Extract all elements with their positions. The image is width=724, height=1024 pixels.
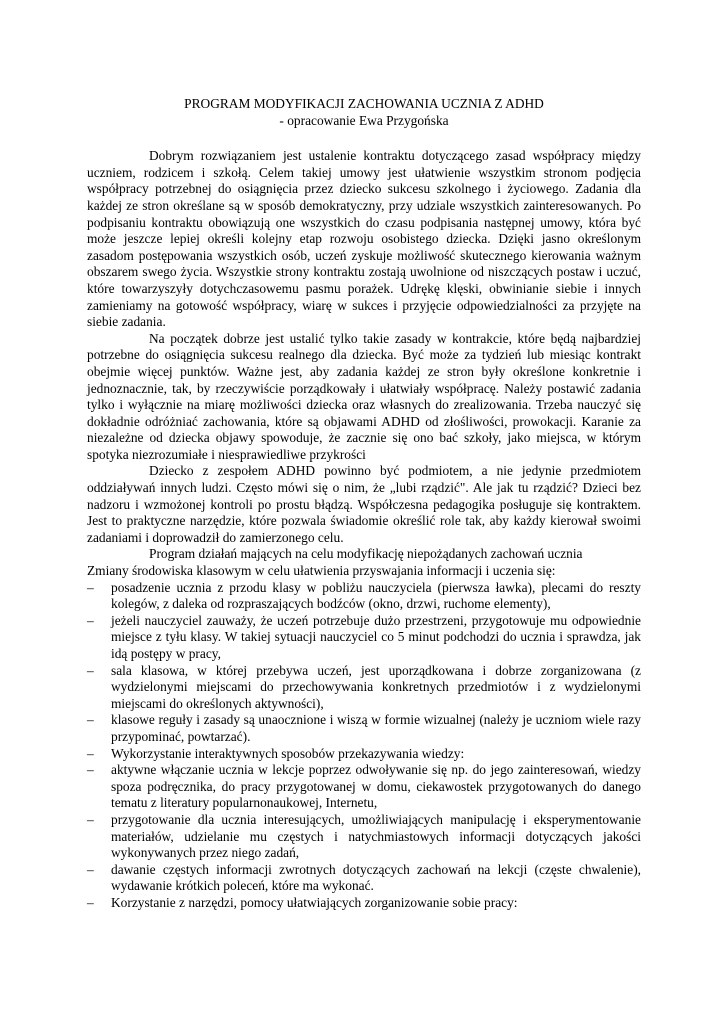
list-item bbox=[87, 580, 641, 613]
dash-bullet: – bbox=[87, 762, 94, 778]
list-item-text: Korzystanie z narzędzi, pomocy ułatwiających zorganizowanie sobie pracy: bbox=[111, 894, 518, 910]
dash-bullet: – bbox=[87, 745, 94, 761]
list-item bbox=[87, 746, 641, 763]
document-title: PROGRAM MODYFIKACJI ZACHOWANIA UCZNIA Z ADHD bbox=[184, 96, 544, 111]
list-item bbox=[87, 762, 641, 812]
list-item-text: dawanie częstych informacji zwrotnych dotyczących zachowań na lekcji (częste chwalenie), wydawanie krótkich poleceń, które ma wykonać. bbox=[111, 861, 641, 894]
list-intro: Zmiany środowiska klasowym w celu ułatwienia przyswajania informacji i uczenia się: bbox=[87, 563, 556, 579]
paragraph-contract-intro: Dobrym rozwiązaniem jest ustalenie kontraktu dotyczącego zasad współpracy między uczniem, rodzicem i szkołą. Celem takiej umowy jest ułatwienie wszystkim stronom podjęcia współpracy potrzebnej do osiągnięcia przez dziecko sukcesu szkolnego i życiowego. Zadania dla każdej ze stron określane są w sposób demokratyczny, przy udziale wszystkich zainteresowanych. Po podpisaniu kontraktu obowiązują one wszystkich do czasu podpisania następnej umowy, która być może jeszcze lepiej określi kolejny etap rozwoju osobistego dziecka. Dzięki jasno określonym zasadom postępowania wszystkich osób, uczeń zyskuje możliwość skutecznego kierowania ważnym obszarem swego życia. Wszystkie strony kontraktu zostają uwolnione od niszczących postaw i uczuć, które towarzyszyły dotychczasowemu pasmu porażek. Udrękę klęski, obwinianie siebie i innych zamieniamy na gotowość współpracy, wiarę w sukces i przyjęcie odpowiedzialności za przyjęte na siebie zadania. bbox=[87, 148, 641, 330]
paragraph-contract-rules: Na początek dobrze jest ustalić tylko takie zasady w kontrakcie, które będą najbardziej potrzebne do osiągnięcia sukcesu realnego dla dziecka. Być może za tydzień lub miesiąc kontrakt obejmie więcej punktów. Ważne jest, aby zadania każdej ze stron były określone konkretnie i jednoznacznie, tak, by rzeczywiście porządkowały i ułatwiały współpracę. Należy postawić zadania tylko i wyłącznie na miarę możliwości dziecka oraz własnych do zrealizowania. Trzeba nauczyć się dokładnie odróżniać zachowania, które są objawami ADHD od złośliwości, prowokacji. Karanie za niezależne od dziecka objawy spowoduje, że zacznie się ono bać szkoły, jako miejsca, w którym spotyka niezrozumiałe i niesprawiedliwe przykrości bbox=[87, 330, 641, 462]
list-item bbox=[87, 862, 641, 895]
dash-bullet: – bbox=[87, 612, 94, 628]
document-author: - opracowanie Ewa Przygońska bbox=[279, 112, 449, 128]
paragraph-child-subject: Dziecko z zespołem ADHD powinno być podmiotem, a nie jedynie przedmiotem oddziaływań innych ludzi. Często mówi się o nim, że „lubi rządzić". Ale jak tu rządzić? Dzieci bez nadzoru i wzmożonej kontroli po prostu błądzą. Współczesna pedagogika posługuje się kontraktem. Jest to praktyczne narzędzie, które pozwala świadomie określić role tak, aby każdy kierował swoimi zadaniami i doprowadził do zamierzonego celu. bbox=[87, 463, 641, 545]
dash-bullet: – bbox=[87, 861, 94, 877]
list-item bbox=[87, 663, 641, 713]
dash-bullet: – bbox=[87, 712, 94, 728]
list-item bbox=[87, 812, 641, 862]
list-item bbox=[87, 613, 641, 663]
list-item-text: przygotowanie dla ucznia interesujących, umożliwiających manipulację i eksperymentowanie materiałów, udzielanie mu częstych i natychmiastowych informacji dotyczących jakości wykonywanych przez niego zadań, bbox=[111, 811, 641, 861]
list-item-text: klasowe reguły i zasady są unaocznione i wiszą w formie wizualnej (należy je uczniom wiele razy przypominać, powtarzać). bbox=[111, 712, 641, 744]
list-item-text: aktywne włączanie ucznia w lekcje poprzez odwoływanie się np. do jego zainteresowań, wiedzy spoza podręcznika, do pracy przygotowanej w domu, ciekawostek przygotowanych do danego tematu z literatury popularnonaukowej, Internetu, bbox=[111, 762, 641, 811]
list-item-text: Wykorzystanie interaktywnych sposobów przekazywania wiedzy: bbox=[111, 745, 465, 761]
list-item bbox=[87, 712, 641, 745]
dash-bullet: – bbox=[87, 811, 94, 827]
list-item-text: posadzenie ucznia z przodu klasy w pobliżu nauczyciela (pierwsza ławka), plecami do reszty kolegów, z daleka od rozpraszających bodźców (okno, drzwi, ruchome elementy), bbox=[111, 579, 641, 612]
dash-list bbox=[87, 580, 641, 912]
list-item-text: sala klasowa, w której przebywa uczeń, jest uporządkowana i dobrze zorganizowana (z wydzielonymi miejscami do przechowywania konkretnych przedmiotów i z wydzielonymi miejscami do określonych aktywności), bbox=[111, 662, 641, 711]
document-body bbox=[87, 96, 641, 912]
list-item-text: jeżeli nauczyciel zauważy, że uczeń potrzebuje dużo przestrzeni, przygotowuje mu odpowiednie miejsce z tyłu klasy. W takiej sytuacji nauczyciel co 5 minut podchodzi do ucznia i sprawdza, jak idą postępy w pracy, bbox=[111, 612, 641, 661]
dash-bullet: – bbox=[87, 662, 94, 678]
list-item bbox=[87, 895, 641, 912]
paragraph-program-heading: Program działań mających na celu modyfikację niepożądanych zachowań ucznia bbox=[149, 546, 583, 562]
dash-bullet: – bbox=[87, 579, 94, 595]
dash-bullet: – bbox=[87, 894, 94, 910]
